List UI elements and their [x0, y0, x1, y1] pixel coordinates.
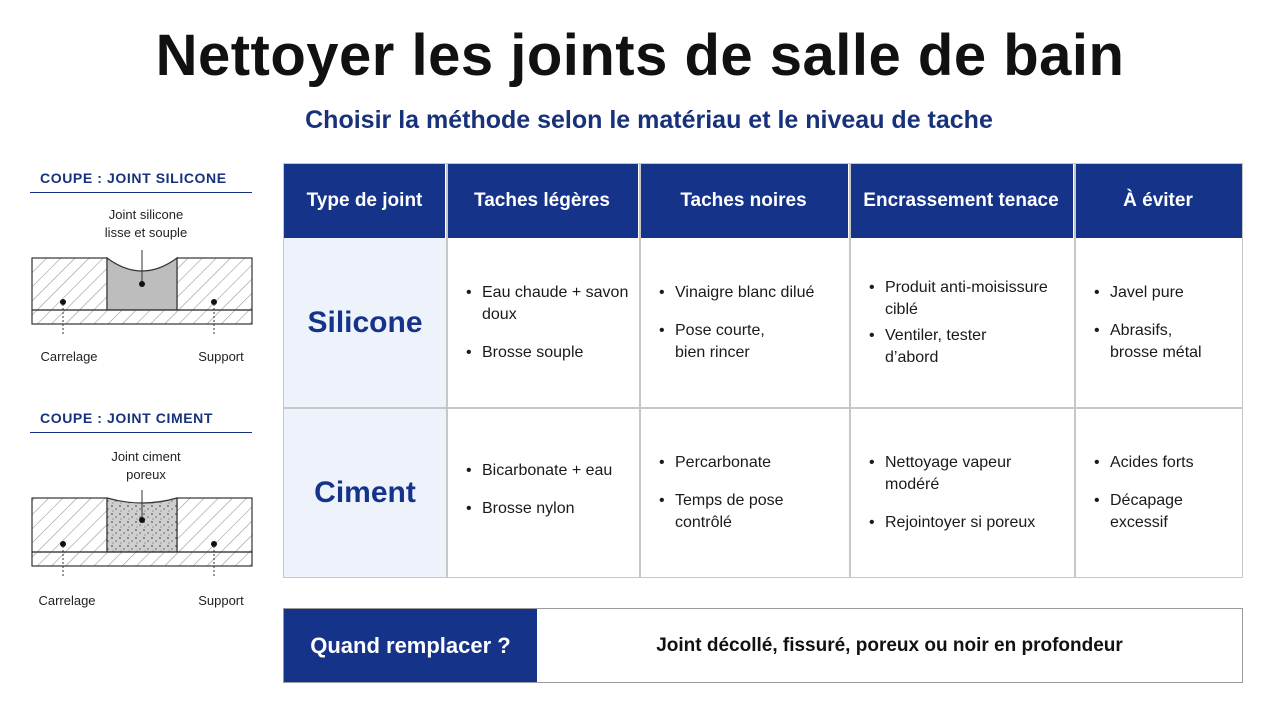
header-joint-type: Type de joint — [284, 164, 446, 238]
support-label: Support — [198, 593, 244, 608]
cell-cement-stubborn — [849, 452, 1074, 550]
banner-text: Joint décollé, fissuré, poreux ou noir en profondeur — [656, 634, 1123, 656]
silicone-joint-illustration — [30, 246, 260, 336]
cell-cement-avoid — [1074, 452, 1242, 550]
tile-label: Carrelage — [38, 593, 96, 608]
cell-silicone-stubborn — [849, 277, 1074, 385]
list-item: • Nettoyage vapeur modéré — [869, 452, 1029, 496]
cement-cross-section — [30, 410, 260, 620]
banner-label: Quand remplacer ? — [284, 609, 537, 682]
cell-silicone-avoid — [1074, 282, 1242, 380]
list-item: • Ventiler, tester d’abord — [869, 325, 1019, 369]
list-item: • Abrasifs, brosse métal — [1094, 320, 1214, 364]
list-item: • Eau chaude + savon doux — [466, 282, 631, 326]
list-item: • Décapage excessif — [1094, 490, 1204, 534]
header-black-stains: Taches noires — [639, 164, 849, 238]
row-head-cement: Ciment — [284, 408, 446, 577]
cell-cement-black — [639, 452, 849, 550]
cell-silicone-light — [446, 282, 639, 380]
list-item: • Javel pure — [1094, 282, 1234, 304]
support-label: Support — [198, 349, 244, 364]
list-item: • Vinaigre blanc dilué — [659, 282, 841, 304]
list-item: • Bicarbonate + eau — [466, 460, 631, 482]
cleaning-method-table — [283, 163, 1243, 578]
header-stubborn-dirt: Encrassement tenace — [849, 164, 1074, 238]
header-light-stains: Taches légères — [446, 164, 639, 238]
silicone-cross-section — [30, 170, 260, 370]
list-item: • Pose courte, bien rincer — [659, 320, 789, 364]
tile-label: Carrelage — [40, 349, 98, 364]
list-item: • Brosse nylon — [466, 498, 631, 520]
diagram-title: COUPE : JOINT SILICONE — [30, 170, 252, 193]
list-item: • Acides forts — [1094, 452, 1234, 474]
diagram-title: COUPE : JOINT CIMENT — [30, 410, 252, 433]
list-item: • Brosse souple — [466, 342, 631, 364]
row-head-silicone: Silicone — [284, 238, 446, 408]
page-subtitle: Choisir la méthode selon le matériau et le niveau de tache — [305, 106, 993, 134]
cell-silicone-black — [639, 282, 849, 380]
list-item: • Rejointoyer si poreux — [869, 512, 1066, 534]
cell-cement-light — [446, 460, 639, 536]
list-item: • Percarbonate — [659, 452, 841, 474]
cement-joint-illustration — [30, 488, 260, 578]
row-divider — [284, 407, 1242, 409]
header-avoid: À éviter — [1074, 164, 1242, 238]
joint-label: Joint silicone lisse et souple — [104, 207, 188, 240]
list-item: • Temps de pose contrôlé — [659, 490, 789, 534]
page-title: Nettoyer les joints de salle de bain — [155, 23, 1125, 88]
list-item: • Produit anti-moisissure ciblé — [869, 277, 1066, 321]
joint-label: Joint ciment poreux — [111, 449, 181, 482]
replacement-banner — [283, 608, 1243, 683]
